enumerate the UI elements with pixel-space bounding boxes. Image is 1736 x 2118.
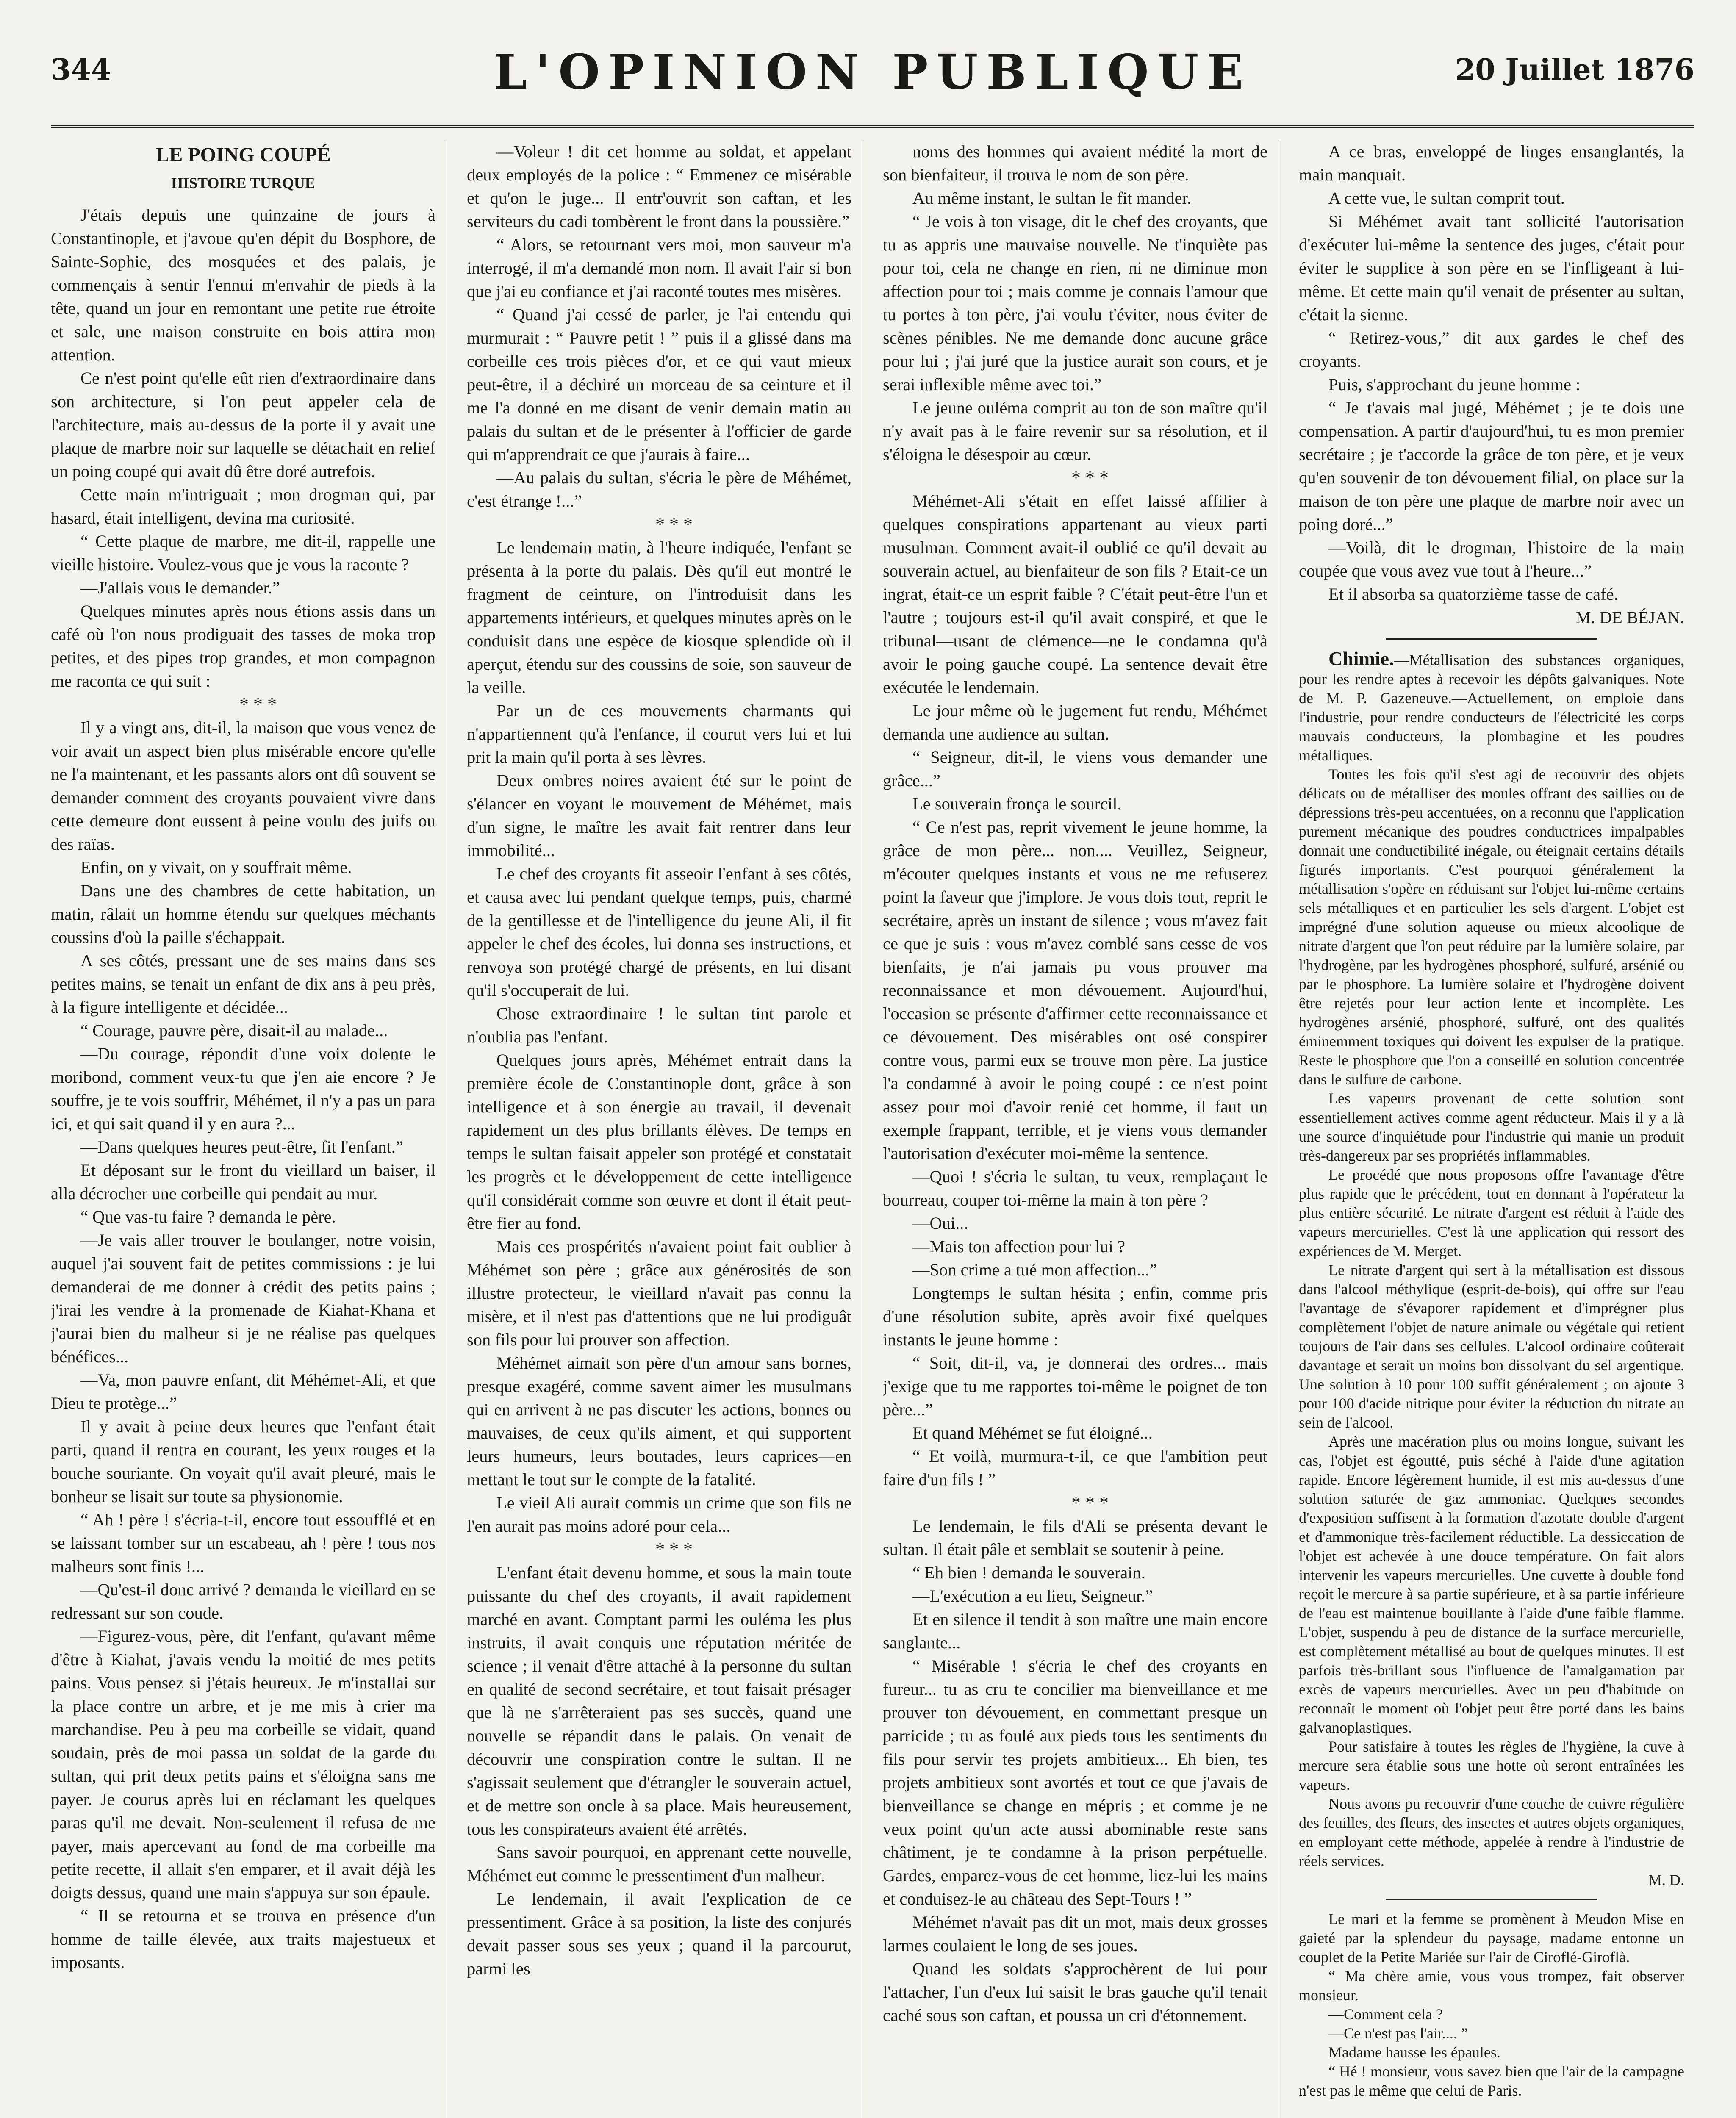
chimie-paragraph: Nous avons pu recouvrir d'une couche de cuivre régulière des feuilles, des fleurs, des insectes et autres objets organiques, en employant cette méthode, appelée à rendre à l'industrie de réels services. (1299, 1795, 1684, 1869)
paragraph: —Du courage, répondit d'une voix dolente le moribond, comment veux-tu que j'en aie encore ? Je souffre, je te vois souffrir, Méhémet, il n'y a pas un para ici, et qui sait quand il y en aura ?... (51, 1044, 435, 1133)
paragraph: —Je vais aller trouver le boulanger, notre voisin, auquel j'ai souvent fait de petites commissions : je lui demanderai de me donner à crédit des petits pains ; j'irai les vendre à la promenade de Kiahat-Khana et j'aurai bien du malheur si je ne réalise pas quelques bénéfices... (51, 1231, 435, 1366)
chimie-section (1299, 649, 1684, 1890)
paragraph: —Dans quelques heures peut-être, fit l'enfant.” (80, 1137, 403, 1156)
paragraph: Deux ombres noires avaient été sur le point de s'élancer en voyant le mouvement de Méhémet, mais d'un signe, le maître les avait fait rentrer dans leur immobilité... (467, 771, 851, 860)
paragraph: “ Je t'avais mal jugé, Méhémet ; je te dois une compensation. A partir d'aujourd'hui, tu es mon premier secrétaire ; je t'accorde la grâce de ton père, et je veux qu'en souvenir de ton dévouement filial, on place sur la maison de ton père une plaque de marbre noir avec un poing doré...” (1299, 398, 1684, 534)
paragraph: —Figurez-vous, père, dit l'enfant, qu'avant même d'être à Kiahat, j'avais vendu la moitié de mes petits pains. Vous pensez si j'étais heureux. Je m'installai sur la place contre un arbre, et je me mis à crier ma marchandise. Peu à peu ma corbeille se vidait, quand soudain, près de moi passa un soldat de la garde du sultan, qui prit deux petits pains et s'éloigna sans me payer. Je courus après lui en réclamant les quelques paras qu'il me devait. Non-seulement il refusa de me payer, mais apercevant au fond de ma corbeille ma petite recette, il allait s'en emparer, et il avait déjà les doigts dessus, quand une main s'appuya sur son épaule. (51, 1627, 435, 1902)
paragraph: “ Ce n'est pas, reprit vivement le jeune homme, la grâce de mon père... non.... Veuillez, Seigneur, m'écouter quelques instants et vous ne me refuserez point la faveur que j'implore. Je vous dois tout, reprit le secrétaire, après un instant de silence ; vous m'avez fait ce que je suis : vous m'avez comblé sans cesse de vos bienfaits, je n'ai jamais pu vous prouver ma reconnaissance et mon dévouement. Aujourd'hui, l'occasion se présente d'affirmer cette reconnaissance et ce dévouement. Des misérables ont osé conspirer contre vous, parmi eux se trouve mon père. La justice l'a condamné à avoir le poing coupé : ce n'est point assez pour moi d'avoir renié cet homme, il faut un exemple frappant, terrible, et je viens vous demander l'autorisation d'exécuter moi-même la sentence. (883, 818, 1267, 1163)
chimie-paragraph: Pour satisfaire à toutes les règles de l'hygiène, la cuve à mercure sera établie sous une hotte où seront entraînées les vapeurs. (1299, 1738, 1684, 1793)
paragraph: A ses côtés, pressant une de ses mains dans ses petites mains, se tenait un enfant de dix ans à peu près, à la figure intelligente et décidée... (51, 951, 435, 1017)
paragraph: Et déposant sur le front du vieillard un baiser, il alla décrocher une corbeille qui pendait au mur. (51, 1161, 435, 1203)
newspaper-title: L'OPINION PUBLIQUE (494, 44, 1252, 100)
paragraph: A ce bras, enveloppé de linges ensanglantés, la main manquait. (1299, 142, 1684, 184)
paragraph: Méhémet n'avait pas dit un mot, mais deux grosses larmes coulaient le long de ses joues. (883, 1913, 1267, 1955)
chimie-signature: M. D. (1648, 1871, 1684, 1888)
anecdote-paragraph: Madame hausse les épaules. (1328, 2044, 1500, 2061)
paragraph: “ Retirez-vous,” dit aux gardes le chef des croyants. (1299, 328, 1684, 371)
section-separator-stars: * * * (655, 514, 693, 535)
paragraph: —Va, mon pauvre enfant, dit Méhémet-Ali, et que Dieu te protège...” (51, 1370, 435, 1413)
section-divider (1386, 638, 1598, 640)
paragraph: “ Eh bien ! demanda le souverain. (912, 1563, 1145, 1582)
chimie-paragraph: Après une macération plus ou moins longue, suivant les cas, l'objet est égoutté, puis séché à l'aide d'une agitation rapide. Encore légèrement humide, il est mis au-dessus d'une solution saturée de gaz ammoniac. Quelques secondes d'exposition suffisent à la formation d'azotate double d'argent et d'ammonique très-facilement réductible. La dessiccation de l'objet est achevée à une douce température. On fait alors intervenir les vapeurs mercurielles. Une cuvette à double fond reçoit le mercure à sa partie supérieure, et à sa partie inférieure de l'eau est maintenue bouillante à l'aide d'une faible flamme. L'objet, suspendu à peu de distance de la surface mercurielle, est complètement métallisé au bout de quelques minutes. Il est parfois très-brillant sous l'influence de l'amalgamation par excès de vapeurs mercurielles. Avec un peu d'habitude on reconnaît le moment où l'objet peut être porté dans les bains galvanoplastiques. (1299, 1433, 1684, 1736)
paragraph: —Qu'est-il donc arrivé ? demanda le vieillard en se redressant sur son coude. (51, 1580, 435, 1622)
paragraph: —J'allais vous le demander.” (80, 578, 280, 597)
paragraph: Chose extraordinaire ! le sultan tint parole et n'oublia pas l'enfant. (467, 1004, 851, 1046)
page-number: 344 (51, 53, 111, 87)
paragraph: Mais ces prospérités n'avaient point fait oublier à Méhémet son père ; grâce aux générosités de son illustre protecteur, le vieillard n'avait pas connu la misère, et il n'est pas d'attentions que ne lui prodiguât son fils pour lui prouver son affection. (467, 1237, 851, 1349)
paragraph: “ Alors, se retournant vers moi, mon sauveur m'a interrogé, il m'a demandé mon nom. Il avait l'air si bon que j'ai eu confiance et j'ai raconté toutes mes misères. (467, 235, 851, 301)
paragraph: Puis, s'approchant du jeune homme : (1328, 375, 1581, 394)
paragraph: —Quoi ! s'écria le sultan, tu veux, remplaçant le bourreau, couper toi-même la main à ton père ? (883, 1167, 1267, 1209)
paragraph: —L'exécution a eu lieu, Seigneur.” (912, 1586, 1153, 1605)
paragraph: “ Quand j'ai cessé de parler, je l'ai entendu qui murmurait : “ Pauvre petit ! ” puis il a glissé dans ma corbeille ces trois pièces d'or, et ce qui vaut mieux peut-être, il a déchiré un morceau de sa ceinture et il me l'a donné en me disant de venir demain matin au palais du sultan et de le présenter à l'officier de garde qui m'apprendrait ce que j'aurais à faire... (467, 305, 851, 464)
paragraph: “ Ah ! père ! s'écria-t-il, encore tout essoufflé et en se laissant tomber sur un escabeau, ah ! père ! tous nos malheurs sont finis !... (51, 1510, 435, 1576)
paragraph: Il y a vingt ans, dit-il, la maison que vous venez de voir avait un aspect bien plus misérable encore qu'elle ne l'a maintenant, et les passants alors ont dû souvent se demander comment des croyants pouvaient vivre dans cette demeure dont eussent à peine voulu des juifs ou des raïas. (51, 718, 435, 854)
paragraph: Au même instant, le sultan le fit mander. (912, 189, 1191, 208)
paragraph: Le jeune ouléma comprit au ton de son maître qu'il n'y avait pas à le faire revenir sur sa résolution, et il s'éloigna le désespoir au cœur. (883, 398, 1267, 464)
chimie-paragraph: Le nitrate d'argent qui sert à la métallisation est dissous dans l'alcool méthylique (esprit-de-bois), qui offre sur l'eau l'avantage de s'évaporer rapidement et d'imprégner plus complètement l'objet de nature animale ou végétale qui retient toujours de l'air dans ses cellules. L'alcool ordinaire coûterait davantage et serait un moins bon dissolvant du sel argentique. Une solution à 10 pour 100 suffit généralement ; on ajoute 3 pour 100 d'acide nitrique pour éviter la réduction du nitrate au sein de l'alcool. (1299, 1261, 1684, 1431)
paragraph: Le chef des croyants fit asseoir l'enfant à ses côtés, et causa avec lui pendant quelque temps, puis, charmé de la gentillesse et de l'intelligence du jeune Ali, il fit appeler le chef des écoles, lui donna ses instructions, et renvoya son protégé chargé de présents, en lui disant qu'il s'occuperait de lui. (467, 864, 851, 1000)
paragraph: “ Cette plaque de marbre, me dit-il, rappelle une vieille histoire. Voulez-vous que je vous la raconte ? (51, 532, 435, 574)
paragraph: “ Que vas-tu faire ? demanda le père. (80, 1207, 336, 1226)
paragraph: J'étais depuis une quinzaine de jours à Constantinople, et j'avoue qu'en dépit du Bosphore, de Sainte-Sophie, des mosquées et des palais, je commençais à sentir l'ennui m'envahir de pieds à la tête, quand un jour en remontant une petite rue étroite et sale, une maison construite en bois attira mon attention. (51, 205, 435, 364)
paragraph: Il y avait à peine deux heures que l'enfant était parti, quand il rentra en courant, les yeux rouges et la bouche souriante. On voyait qu'il avait pleuré, mais le bonheur se lisait sur toute sa physionomie. (51, 1417, 435, 1506)
paragraph: Quelques minutes après nous étions assis dans un café où l'on nous prodiguait des tasses de moka trop petites, et des pipes trop grandes, et mon compagnon me raconta ce qui suit : (51, 602, 435, 690)
paragraph: —Voleur ! dit cet homme au soldat, et appelant deux employés de la police : “ Emmenez ce misérable et qu'on le juge... Il entr'ouvrit son caftan, et les serviteurs du cadi tombèrent le front dans la poussière.” (467, 142, 851, 231)
paragraph: Si Méhémet avait tant sollicité l'autorisation d'exécuter lui-même la sentence des juges, c'était pour éviter le supplice à son père en se l'infligeant à lui-même. Et cette main qu'il venait de présenter au sultan, c'était la sienne. (1299, 212, 1684, 324)
column-2-text (467, 140, 851, 1980)
paragraph: Cette main m'intriguait ; mon drogman qui, par hasard, était intelligent, devina ma curiosité. (51, 485, 435, 527)
paragraph: Quelques jours après, Méhémet entrait dans la première école de Constantinople dont, grâce à son intelligence et à son énergie au travail, il devenait rapidement un des plus brillants élèves. De temps en temps le sultan faisait appeler son protégé et constatait les progrès et le développement de cette intelligence qu'il considérait comme son œuvre et dont il était peut-être fier au fond. (467, 1051, 851, 1233)
story-subtitle: HISTOIRE TURQUE (171, 175, 315, 191)
paragraph: A cette vue, le sultan comprit tout. (1328, 189, 1565, 208)
column-1-text (51, 203, 435, 1974)
anecdote-section (1299, 1910, 1684, 2100)
article-columns (51, 140, 1694, 2118)
paragraph: Et quand Méhémet se fut éloigné... (912, 1423, 1153, 1442)
story-signature: M. DE BÉJAN. (1575, 608, 1684, 627)
section-separator-stars: * * * (239, 694, 277, 715)
section-divider-2 (1386, 1899, 1598, 1900)
paragraph: Et il absorba sa quatorzième tasse de café. (1328, 585, 1618, 604)
paragraph: —Son crime a tué mon affection...” (912, 1260, 1157, 1279)
paragraph: Le lendemain matin, à l'heure indiquée, l'enfant se présenta à la porte du palais. Dès qu'il eut montré le fragment de ceinture, on l'introduisit dans les appartements intérieurs, et quelques minutes après on le conduisit dans une espèce de kiosque splendide où il aperçut, étendu sur des coussins de soie, son sauveur de la veille. (467, 538, 851, 697)
section-separator-stars: * * * (1071, 1492, 1109, 1513)
paragraph: Le vieil Ali aurait commis un crime que son fils ne l'en aurait pas moins adoré pour cela... (467, 1493, 851, 1536)
section-separator-stars: * * * (1071, 467, 1109, 488)
paragraph: Sans savoir pourquoi, en apprenant cette nouvelle, Méhémet eut comme le pressentiment d'un malheur. (467, 1843, 851, 1885)
paragraph: Le lendemain, le fils d'Ali se présenta devant le sultan. Il était pâle et semblait se soutenir à peine. (883, 1516, 1267, 1559)
paragraph: Le jour même où le jugement fut rendu, Méhémet demanda une audience au sultan. (883, 701, 1267, 743)
chimie-body (1299, 765, 1684, 1871)
paragraph: —Au palais du sultan, s'écria le père de Méhémet, c'est étrange !...” (467, 468, 851, 510)
paragraph: L'enfant était devenu homme, et sous la main toute puissante du chef des croyants, il avait rapidement marché en avant. Comptant parmi les ouléma les plus instruits, il avait conquis une réputation méritée de science ; il venait d'être attaché à la personne du sultan en qualité de second secrétaire, et tout faisait présager que là ne s'arrêteraient pas ses succès, quand une nouvelle se répandit dans le palais. On venait de découvrir une conspiration contre le sultan. Il ne s'agissait seulement que d'étrangler le souverain actuel, et de mettre son oncle à sa place. Mais heureusement, tous les conspirateurs avaient été arrêtés. (467, 1563, 851, 1838)
column-4 (1299, 140, 1694, 2118)
column-4-text (1299, 140, 1684, 606)
paragraph: “ Misérable ! s'écria le chef des croyants en fureur... tu as cru te concilier ma bienveillance et me prouver ton dévouement, en commettant presque un parricide ; tu as foulé aux pieds tous les sentiments du fils pour servir tes projets ambitieux... Eh bien, tes projets ambitieux sont avortés et tout ce que j'avais de bienveillance se change en mépris ; et comme je ne veux point qu'un acte aussi abominable reste sans châtiment, je te condamne à la prison perpétuelle. Gardes, emparez-vous de cet homme, liez-lui les mains et conduisez-le au château des Sept-Tours ! ” (883, 1656, 1267, 1908)
paragraph: “ Et voilà, murmura-t-il, ce que l'ambition peut faire d'un fils ! ” (883, 1447, 1267, 1489)
chimie-paragraph: Les vapeurs provenant de cette solution sont essentiellement actives comme agent réducteur. Mais il y a là une source d'inquiétude pour l'industrie qui manie un produit très-dangereux par ses propriétés inflammables. (1299, 1090, 1684, 1164)
paragraph: —Mais ton affection pour lui ? (912, 1237, 1126, 1256)
paragraph: noms des hommes qui avaient médité la mort de son bienfaiteur, il trouva le nom de son père. (883, 142, 1267, 184)
paragraph: Par un de ces mouvements charmants qui n'appartiennent qu'à l'enfance, il courut vers lui et lui prit la main qu'il porta à ses lèvres. (467, 701, 851, 767)
paragraph: “ Il se retourna et se trouva en présence d'un homme de taille élevée, aux traits majestueux et imposants. (51, 1906, 435, 1972)
paragraph: Méhémet aimait son père d'un amour sans bornes, presque exagéré, comme savent aimer les musulmans qui en arrivent à ne pas discuter les actions, bonnes ou mauvaises, de ceux qu'ils aiment, et qui supportent leurs humeurs, leurs boutades, leurs caprices—en mettant le tout sur le compte de la fatalité. (467, 1353, 851, 1489)
anecdote-paragraph: “ Ma chère amie, vous vous trompez, fait observer monsieur. (1299, 1968, 1684, 2004)
chimie-heading: Chimie. (1328, 648, 1394, 669)
paragraph: “ Seigneur, dit-il, le viens vous demander une grâce...” (883, 748, 1267, 790)
paragraph: Et en silence il tendit à son maître une main encore sanglante... (883, 1610, 1267, 1652)
column-3 (883, 140, 1278, 2118)
paragraph: Le souverain fronça le sourcil. (912, 794, 1122, 813)
paragraph: “ Je vois à ton visage, dit le chef des croyants, que tu as appris une mauvaise nouvelle. Ne t'inquiète pas pour toi, cela ne change en rien, ni ne diminue mon affection pour toi ; mais comme je connais l'amour que tu portes à ton père, j'ai voulu t'éviter, nous éviter de scènes pénibles. Ne me demande donc aucune grâce pour lui ; j'ai juré que la justice aurait son cours, et je serai inflexible même avec toi.” (883, 212, 1267, 394)
issue-date: 20 Juillet 1876 (1455, 53, 1694, 87)
paragraph: Longtemps le sultan hésita ; enfin, comme pris d'une résolution subite, après avoir fixé quelques instants le jeune homme : (883, 1284, 1267, 1349)
section-separator-stars: * * * (655, 1539, 693, 1560)
masthead (51, 44, 1694, 128)
anecdote-paragraph: —Comment cela ? (1328, 2006, 1443, 2023)
chimie-paragraph: Le procédé que nous proposons offre l'avantage d'être plus rapide que le précédent, tout en donnant à l'opérateur la plus entière sécurité. Le nitrate d'argent est réduit à l'aide des vapeurs mercurielles. C'est là une application qui ressort des expériences de M. Merget. (1299, 1166, 1684, 1259)
anecdote-paragraph: “ Hé ! monsieur, vous savez bien que l'air de la campagne n'est pas le même que celui de Paris. (1299, 2063, 1684, 2099)
column-2 (467, 140, 862, 2118)
paragraph: Quand les soldats s'approchèrent de lui pour l'attacher, l'un d'eux lui saisit le bras gauche qu'il tenait caché sous son caftan, et poussa un cri d'étonnement. (883, 1959, 1267, 2025)
paragraph: —Voilà, dit le drogman, l'histoire de la main coupée que vous avez vue tout à l'heure...” (1299, 538, 1684, 580)
story-title: LE POING COUPÉ (155, 144, 331, 166)
column-1 (51, 140, 446, 2118)
column-3-text (883, 140, 1267, 2027)
chimie-paragraph: Toutes les fois qu'il s'est agi de recouvrir des objets délicats ou de métalliser des moules offrant des saillies ou de dépressions très-peu accentuées, on a reconnu que l'application purement mécanique des poudres conductrices impalpables donnait une conductibilité inégale, ou éteignait certains détails figurés importants. C'est pourquoi généralement la métallisation s'opère en réduisant sur l'objet lui-même certains sels métalliques et en particulier les sels d'argent. L'objet est imprégné d'une solution aqueuse ou mieux alcoolique de nitrate d'argent que l'on peut réduire par la lumière solaire, par l'hydrogène, par les hydrogènes phosphoré, sulfuré, arsénié ou par le phosphore. La lumière solaire et l'hydrogène doivent être rejetés pour leur action lente et incomplète. Les hydrogènes arsénié, phosphoré, sulfuré, ont des qualités éminemment toxiques qui doivent les expulser de la pratique. Reste le phosphore que l'on a conseillé en solution concentrée dans le sulfure de carbone. (1299, 766, 1684, 1088)
paragraph: “ Courage, pauvre père, disait-il au malade... (80, 1021, 388, 1040)
paragraph: Enfin, on y vivait, on y souffrait même. (80, 858, 352, 877)
paragraph: —Oui... (912, 1214, 968, 1233)
anecdote-paragraph: Le mari et la femme se promènent à Meudon Mise en gaieté par la splendeur du paysage, madame entonne un couplet de la Petite Mariée sur l'air de Ciroflé-Giroflà. (1299, 1910, 1684, 1966)
paragraph: Dans une des chambres de cette habitation, un matin, râlait un homme étendu sur quelques méchants coussins d'où la paille s'échappait. (51, 881, 435, 947)
anecdote-paragraph: —Ce n'est pas l'air.... ” (1328, 2025, 1468, 2042)
paragraph: “ Soit, dit-il, va, je donnerai des ordres... mais j'exige que tu me rapportes toi-même le poignet de ton père...” (883, 1353, 1267, 1419)
paragraph: Ce n'est point qu'elle eût rien d'extraordinaire dans son architecture, si l'on peut appeler cela de l'architecture, mais au-dessus de la porte il y avait une plaque de marbre noir sur laquelle se détachait en relief un poing coupé qui avait dû être doré autrefois. (51, 369, 435, 481)
paragraph: Méhémet-Ali s'était en effet laissé affilier à quelques conspirations appartenant au vieux parti musulman. Comment avait-il oublié ce qu'il devait au souverain actuel, au bienfaiteur de son fils ? Etait-ce un ingrat, était-ce un esprit faible ? C'était peut-être l'un et l'autre ; toujours est-il qu'il avait conspiré, et que le tribunal—usant de clémence—ne le condamna qu'à avoir le poing gauche coupé. La sentence devait être exécutée le lendemain. (883, 491, 1267, 697)
paragraph: Le lendemain, il avait l'explication de ce pressentiment. Grâce à sa position, la liste des conjurés devait passer sous ses yeux ; quand il la parcourut, parmi les (467, 1889, 851, 1978)
chimie-lead: —Métallisation des substances organiques, pour les rendre aptes à recevoir les dépôts galvaniques. Note de M. P. Gazeneuve.—Actuellement, on emploie dans l'industrie, pour rendre conducteurs de l'électricité les corps mauvais conducteurs, la plombagine et les poudres métalliques. (1299, 651, 1684, 764)
